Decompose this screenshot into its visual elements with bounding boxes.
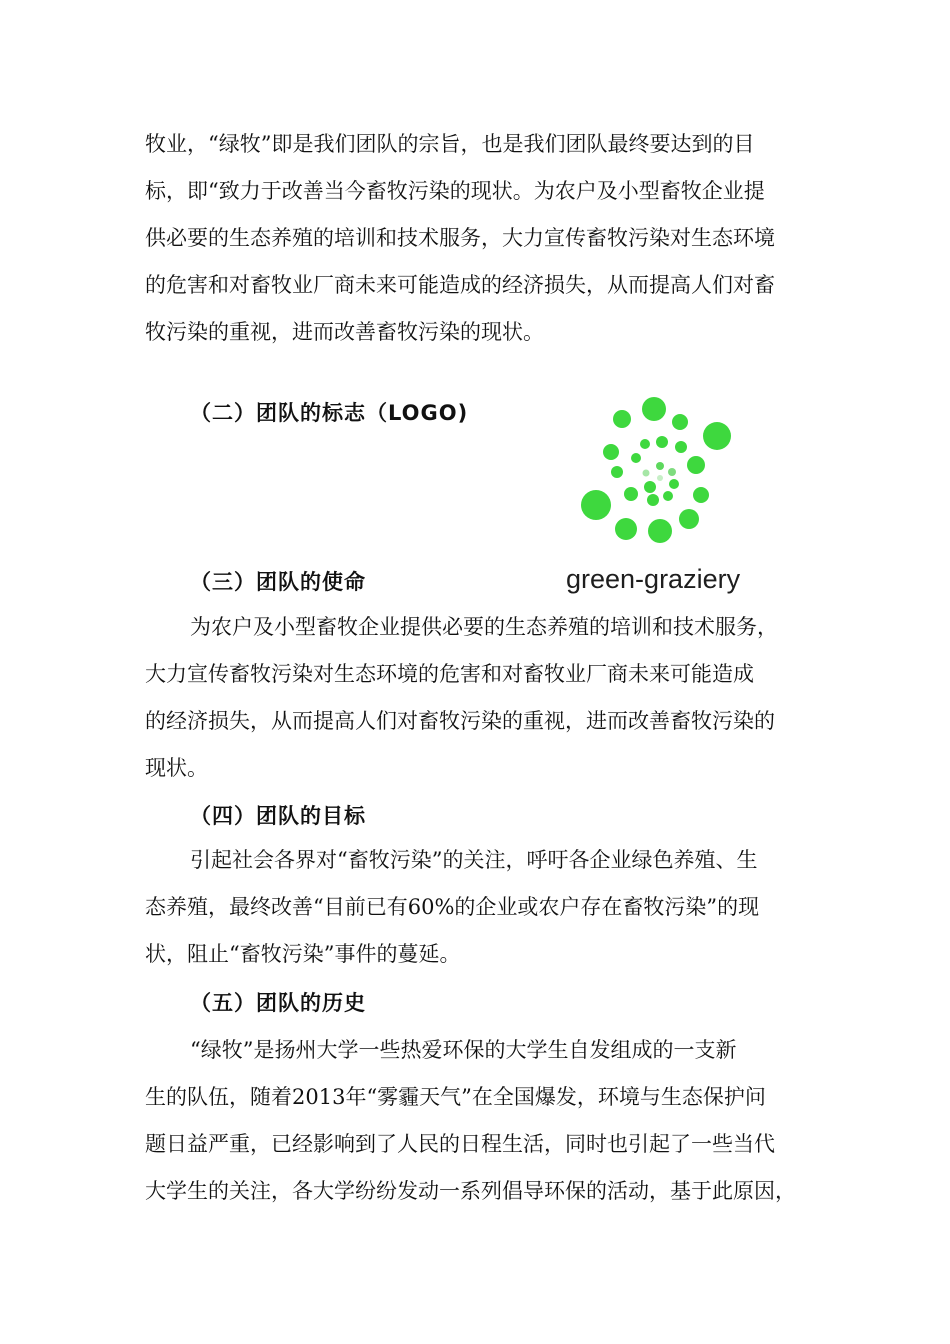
text-line: 大力宣传畜牧污染对生态环境的危害和对畜牧业厂商未来可能造成	[145, 662, 754, 686]
mission-heading: （三）团队的使命	[190, 570, 366, 594]
intro-paragraph	[145, 121, 810, 356]
mission-paragraph	[145, 604, 810, 792]
green-dots-spiral-icon	[581, 397, 731, 543]
text-line: 标，即“致力于改善当今畜牧污染的现状。为农户及小型畜牧企业提	[145, 179, 765, 203]
text-line: 的经济损失，从而提高人们对畜牧污染的重视，进而改善畜牧污染的	[145, 709, 775, 733]
text-line: 的危害和对畜牧业厂商未来可能造成的经济损失，从而提高人们对畜	[145, 273, 775, 297]
text-line: 现状。	[145, 756, 208, 780]
text-line: 状，阻止“畜牧污染”事件的蔓延。	[145, 942, 461, 966]
text-line: “绿牧”是扬州大学一些热爱环保的大学生自发组成的一支新	[190, 1038, 737, 1062]
text-line: 为农户及小型畜牧企业提供必要的生态养殖的培训和技术服务，	[190, 615, 778, 639]
text-line: 题日益严重，已经影响到了人民的日程生活，同时也引起了一些当代	[145, 1132, 775, 1156]
text-line: 牧污染的重视，进而改善畜牧污染的现状。	[145, 320, 544, 344]
text-line: 牧业，“绿牧”即是我们团队的宗旨，也是我们团队最终要达到的目	[145, 132, 755, 156]
text-line: 生的队伍，随着2013年“雾霾天气”在全国爆发，环境与生态保护问	[145, 1085, 766, 1109]
goal-paragraph	[145, 837, 810, 978]
logo-caption: green-graziery	[566, 564, 741, 594]
text-line: 供必要的生态养殖的培训和技术服务，大力宣传畜牧污染对生态环境	[145, 226, 775, 250]
history-paragraph	[145, 1027, 810, 1215]
history-heading: （五）团队的历史	[190, 991, 366, 1015]
text-line: 引起社会各界对“畜牧污染”的关注，呼吁各企业绿色养殖、生	[190, 848, 758, 872]
text-line: 态养殖，最终改善“目前已有60%的企业或农户存在畜牧污染”的现	[145, 895, 760, 919]
logo-section-heading: （二）团队的标志（LOGO)	[190, 401, 469, 425]
goal-heading: （四）团队的目标	[190, 804, 366, 828]
text-line: 大学生的关注，各大学纷纷发动一系列倡导环保的活动，基于此原因，	[145, 1179, 796, 1203]
